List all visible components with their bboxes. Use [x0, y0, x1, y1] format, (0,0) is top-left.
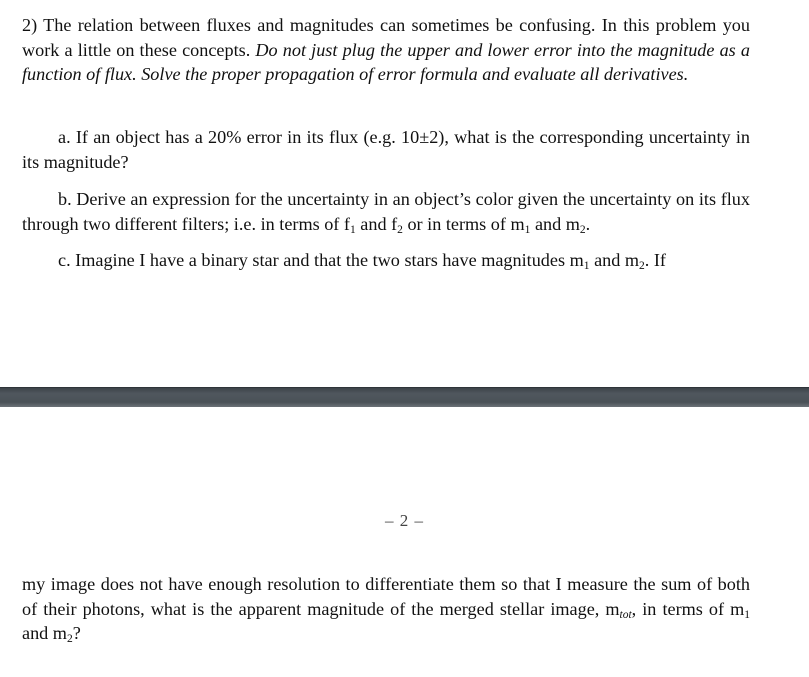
subscript: 2: [579, 223, 586, 236]
subscript: 1: [744, 608, 751, 621]
problem-intro-paragraph: [22, 13, 750, 87]
part-b-paragraph: [22, 187, 750, 236]
subscript: 2: [66, 633, 73, 645]
subscript: 1: [583, 260, 590, 272]
page-number: – 2 –: [385, 511, 424, 530]
part-a-text: a. If an object has a 20% error in its flux (e.g. 10±2), what is the corresponding uncertainty in its magnitude?: [22, 127, 750, 172]
part-b-text-1: b. Derive an expression for the uncertainty in an object’s color given the uncertainty on its flux through two different filters; i.e. in terms of f: [22, 189, 750, 234]
part-c-text-3: . If: [644, 250, 666, 270]
part-c-text-2: and m: [589, 250, 640, 270]
part-c-cont-text-4: ?: [72, 623, 81, 643]
part-c-paragraph: [22, 248, 750, 273]
part-c-cont-text-3: and m: [22, 623, 67, 643]
page-break-bar: [0, 387, 809, 407]
subscript: 2: [397, 223, 403, 236]
subscript: 1: [349, 223, 356, 236]
part-a-paragraph: [22, 125, 750, 174]
intro-text: 2) The relation between fluxes and magnitudes can sometimes be confusing. In this problem you work a little on these concepts.: [22, 15, 750, 60]
part-c-cont-text-2: , in terms of m: [631, 598, 745, 619]
subscript: tot: [619, 608, 632, 621]
part-c-continuation-paragraph: [22, 572, 750, 646]
part-c-cont-text-1: my image does not have enough resolution to differentiate them so that I measure the sum of both of their photons, what is the apparent magnitude of the merged stellar image, m: [22, 574, 750, 619]
intro-emphasis-text: Do not just plug the upper and lower error into the magnitude as a function of flux. Solve the proper propagation of error formula and evaluate all derivatives.: [22, 39, 751, 84]
part-b-text-5: .: [585, 213, 591, 234]
subscript: 1: [524, 223, 531, 236]
part-b-text-3: or in terms of m: [402, 213, 525, 234]
subscript: 2: [639, 260, 645, 272]
part-c-text-1: c. Imagine I have a binary star and that the two stars have magnitudes m: [58, 250, 584, 270]
part-b-text-2: and f: [355, 213, 398, 234]
part-b-text-4: and m: [530, 213, 580, 234]
